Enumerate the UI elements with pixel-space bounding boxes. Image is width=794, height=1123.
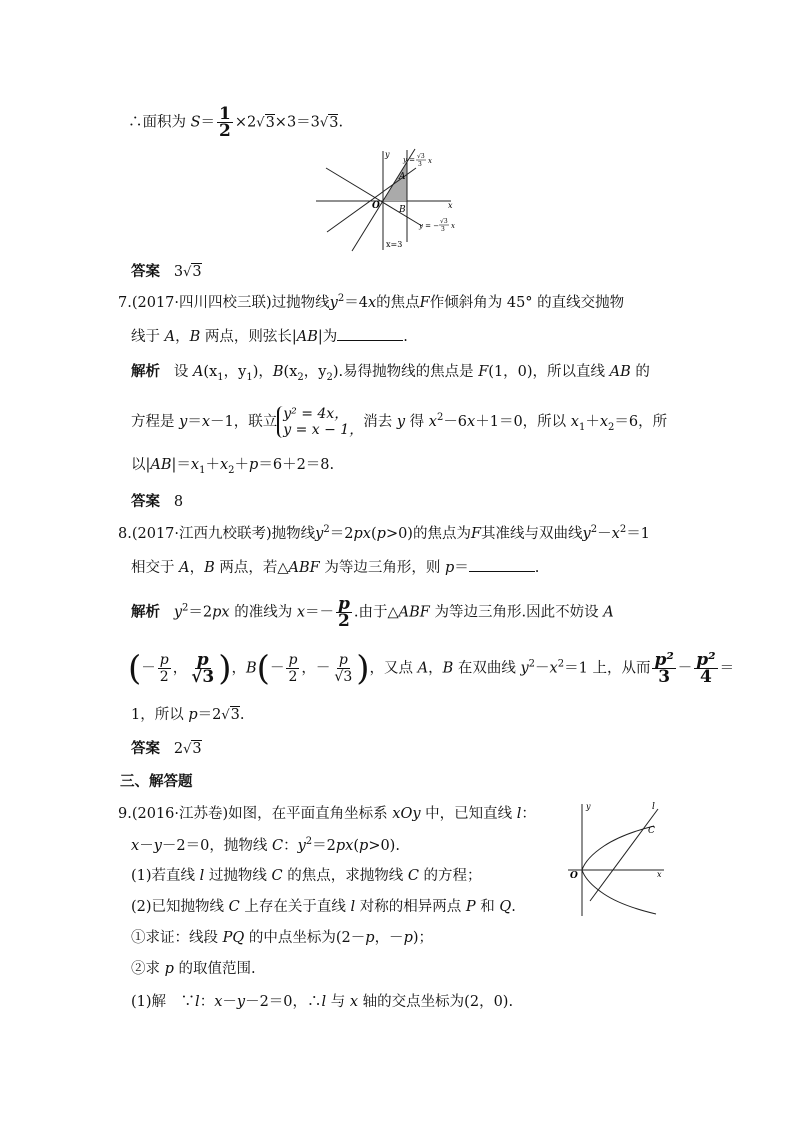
solution-8-line-2: (－ $\frac{p}{2}$ ， $\frac{p}{√3}$ )，B(－ $\frac{p}{2}$ ，－ $\frac{p}{√3}$ )，又点 A，B 在双曲线 $y^2-x^2=1$ 上，从而 $\frac{\text{p²}}{3}$ － $\frac{\text{p²}}{4}$ ＝ bbox=[128, 648, 735, 689]
question-8-line-1: 8.(2017·江西九校联考)抛物线$y^2=2px(p>0)$的焦点为F其准线与双曲线$y^2-x^2=1$ bbox=[118, 524, 650, 542]
fraction: $\frac{p}{2}$ bbox=[338, 594, 350, 631]
question-7-line-2: 线于 A，B 两点，则弦长|AB|为 . bbox=[131, 326, 408, 347]
question-7-line-1: 7.(2017·四川四校三联)过抛物线$y^2=4x$的焦点F作倾斜角为 45° 的直线交抛物 bbox=[118, 293, 625, 311]
answer-blank[interactable] bbox=[337, 326, 403, 341]
x-label: x bbox=[657, 870, 662, 879]
question-9-part-2-1: ①求证：线段 PQ 的中点坐标为(2－p，－p)； bbox=[131, 930, 434, 946]
point-a-label: A bbox=[399, 172, 406, 182]
curve-label: C bbox=[648, 826, 655, 836]
y-label: y bbox=[586, 802, 591, 811]
solution-7-line-2: 方程是 y＝x－1，联立 y² = 4x， y = x − 1， 消去 y 得 $x^2-6x+1=0$，所以 $x_1+x_2=6$，所 bbox=[131, 406, 668, 438]
origin-label: O bbox=[570, 871, 578, 881]
answer-line: 答案 8 bbox=[131, 493, 184, 510]
point-b-label: B bbox=[399, 205, 406, 215]
question-9-part-1: (1)若直线 l 过抛物线 C 的焦点，求抛物线 C 的方程； bbox=[131, 868, 482, 884]
figure-parabola-line bbox=[566, 800, 676, 918]
svg-text:3: 3 bbox=[418, 161, 422, 168]
solution-9-line-1: (1)解 ∵l：x－y－2＝0，∴l 与 x 轴的交点坐标为(2，0). bbox=[131, 994, 514, 1010]
svg-text:y = −: y = − bbox=[419, 222, 440, 230]
x-label: x bbox=[448, 201, 453, 210]
question-9-line-1: 9.(2016·江苏卷)如图，在平面直角坐标系 xOy 中，已知直线 l： bbox=[118, 806, 536, 822]
question-9-part-2: (2)已知抛物线 C 上存在关于直线 l 对称的相异两点 P 和 Q. bbox=[131, 899, 516, 915]
question-9-part-2-2: ②求 p 的取值范围. bbox=[131, 961, 256, 977]
fraction: $\frac{1}{2}$ bbox=[219, 104, 231, 141]
line-l bbox=[590, 809, 658, 901]
origin-label: O bbox=[372, 201, 380, 211]
svg-text:3: 3 bbox=[441, 226, 445, 233]
answer-line: 答案 2√3 bbox=[131, 740, 202, 757]
solution-8-line-1: 解析 $y^2=2px$ 的准线为 x＝－ $\frac{p}{2}$ .由于△ABF 为等边三角形.因此不妨设 A bbox=[131, 594, 614, 631]
svg-text:y =: y = bbox=[403, 156, 416, 164]
equation-system: y² = 4x， y = x − 1， bbox=[277, 406, 363, 438]
figure-region-graph bbox=[316, 146, 466, 252]
svg-text:x: x bbox=[428, 157, 432, 165]
solution-7-line-1: 解析 设 $A(x_1$，$y_1$)，$B(x_2$，$y_2$).易得抛物线的焦点是 F(1，0)，所以直线 AB 的 bbox=[131, 363, 650, 383]
svg-text:x: x bbox=[451, 222, 455, 230]
line-lower bbox=[326, 168, 422, 226]
svg-text:√3: √3 bbox=[417, 153, 425, 160]
question-9-line-2: x－y－2＝0，抛物线 C：$y^2=2px(p>0)$. bbox=[131, 836, 400, 854]
svg-text:√3: √3 bbox=[440, 218, 448, 225]
solution-7-line-3: 以$|AB|=x_1+x_2+p=6+2=8$. bbox=[131, 457, 335, 476]
question-8-line-2: 相交于 A，B 两点，若△ABF 为等边三角形，则 p＝ . bbox=[131, 557, 539, 578]
x3-label: x=3 bbox=[386, 240, 403, 249]
section-heading: 三、解答题 bbox=[120, 773, 193, 790]
answer-blank[interactable] bbox=[469, 557, 535, 572]
area-line: ∴面积为 S＝ $\frac{1}{2}$ ×2√3×3＝3√3. bbox=[128, 104, 344, 141]
answer-line: 答案 3√3 bbox=[131, 263, 202, 280]
solution-8-line-3: 1，所以 p＝2√3. bbox=[131, 707, 245, 723]
line-label: l bbox=[652, 802, 655, 812]
y-label: y bbox=[385, 150, 390, 159]
